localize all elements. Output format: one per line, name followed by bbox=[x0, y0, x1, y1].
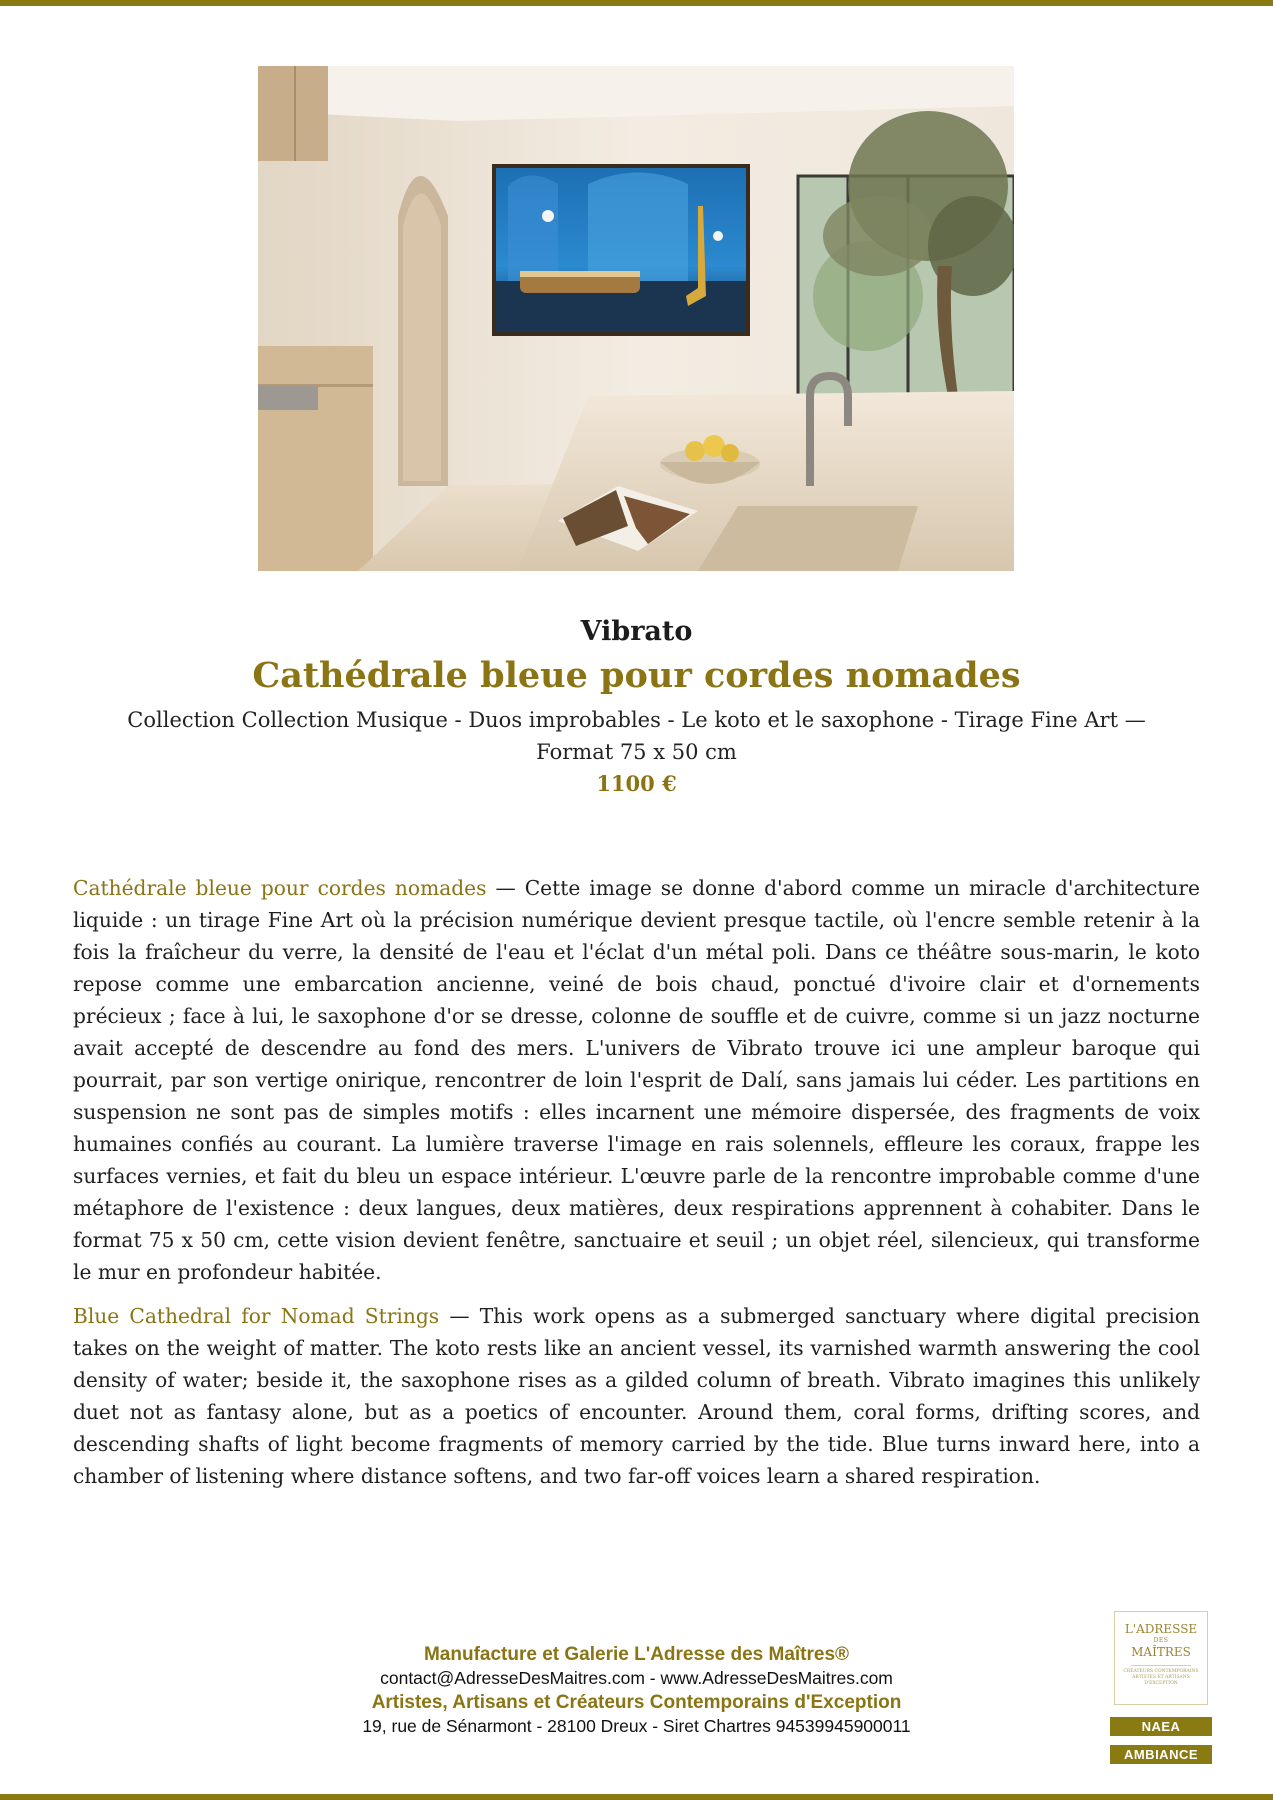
description-en-lead: Blue Cathedral for Nomad Strings bbox=[73, 1304, 440, 1328]
logo-line-4: CRÉATEURS CONTEMPORAINS ARTISTES ET ARTISANS D'EXCEPTION bbox=[1123, 1669, 1199, 1686]
footer bbox=[280, 1642, 993, 1738]
description-en-text: — This work opens as a submerged sanctuary where digital precision takes on the weight of matter. The koto rests like an ancient vessel, its varnished warmth answering the cool density of water; beside it, the saxophone rises as a gilded column of breath. Vibrato imagines this unlikely duet not as fantasy alone, but as a poetics of encounter. Around them, coral forms, drifting scores, and descending shafts of light become fragments of memory carried by the tide. Blue turns inward here, into a chamber of listening where distance softens, and two far-off voices learn a shared respiration. bbox=[73, 1304, 1200, 1488]
bottom-border bbox=[0, 1794, 1273, 1800]
top-border bbox=[0, 0, 1273, 6]
gallery-logo bbox=[1114, 1611, 1208, 1705]
badge-naea: NAEA bbox=[1110, 1717, 1212, 1736]
artwork-interior-photo bbox=[258, 66, 1014, 571]
logo-line-2: DES bbox=[1153, 1637, 1169, 1644]
logo-line-3: MAÎTRES bbox=[1131, 1645, 1191, 1659]
logo-line-1: L'ADRESSE bbox=[1124, 1622, 1198, 1636]
gallery-name: Manufacture et Galerie L'Adresse des Maîtres® bbox=[423, 1644, 850, 1665]
logo-divider bbox=[1131, 1665, 1191, 1666]
price: 1100 € bbox=[596, 771, 677, 796]
description-fr-text: — Cette image se donne d'abord comme un miracle d'architecture liquide : un tirage Fine Art où la précision numérique devient presque tactile, où l'encre semble retenir à la fois la fraîcheur du verre, la densité de l'eau et l'éclat d'un métal poli. Dans ce théâtre sous-marin, le koto repose comme une embarcation ancienne, veiné de bois chaud, ponctué d'ivoire clair et d'ornements précieux ; face à lui, le saxophone d'or se dresse, colonne de souffle et de cuivre, comme si un jazz nocturne avait accepté de descendre au fond des mers. L'univers de Vibrato trouve ici une ampleur baroque qui pourrait, par son vertige onirique, rencontrer de loin l'esprit de Dalí, sans jamais lui céder. Les partitions en suspension ne sont pas de simples motifs : elles incarnent une mémoire dispersée, des fragments de voix humaines confiés au courant. La lumière traverse l'image en rais solennels, effleure les coraux, frappe les surfaces vernies, et fait du bleu un espace intérieur. L'œuvre parle de la rencontre improbable comme d'une métaphore de l'existence : deux langues, deux matières, deux respirations apprennent à cohabiter. Dans le format 75 x 50 cm, cette vision devient fenêtre, sanctuaire et seuil ; un objet réel, silencieux, qui transforme le mur en profondeur habitée. bbox=[73, 876, 1200, 1284]
description bbox=[73, 872, 1200, 1504]
artist-name: Vibrato bbox=[580, 616, 693, 647]
description-fr-lead: Cathédrale bleue pour cordes nomades bbox=[73, 876, 487, 900]
address-line: 19, rue de Sénarmont - 28100 Dreux - Siret Chartres 94539945900011 bbox=[362, 1716, 911, 1736]
badge-ambiance: AMBIANCE bbox=[1110, 1745, 1212, 1764]
collection-line: Collection Collection Musique - Duos improbables - Le koto et le saxophone - Tirage Fine Art — Format 75 x 50 cm bbox=[127, 708, 1146, 764]
tagline: Artistes, Artisans et Créateurs Contemporains d'Exception bbox=[371, 1692, 902, 1713]
description-en bbox=[73, 1300, 1200, 1492]
artwork-title: Cathédrale bleue pour cordes nomades bbox=[252, 655, 1021, 696]
artwork-header bbox=[60, 612, 1213, 800]
description-fr bbox=[73, 872, 1200, 1288]
contact-line: contact@AdresseDesMaitres.com - www.AdresseDesMaitres.com bbox=[380, 1668, 893, 1688]
